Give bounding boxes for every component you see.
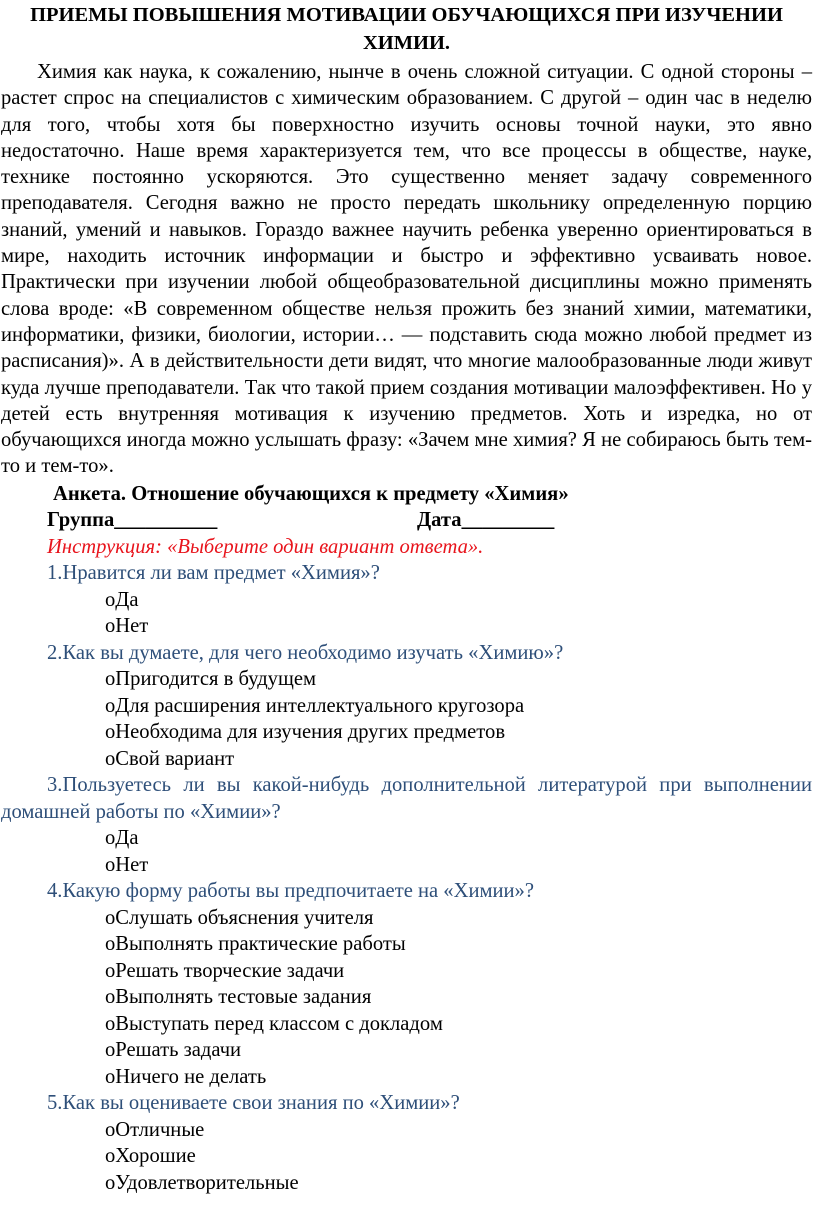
group-date-line <box>47 507 812 534</box>
question-4: 4.Какую форму работы вы предпочитаете на «Химии»? <box>47 880 534 903</box>
survey-title: Анкета. Отношение обучающихся к предмету «Химия» <box>53 482 569 505</box>
option-item: оРешать задачи <box>105 1039 242 1062</box>
option-item: оНет <box>105 853 149 876</box>
question-5: 5.Как вы оцениваете свои знания по «Химии»? <box>47 1092 460 1115</box>
option-item: оОтличные <box>105 1118 205 1141</box>
option-item: оХорошие <box>105 1145 196 1168</box>
option-item: оПригодится в будущем <box>105 668 317 691</box>
document-title: ПРИЕМЫ ПОВЫШЕНИЯ МОТИВАЦИИ ОБУЧАЮЩИХСЯ ПРИ ИЗУЧЕНИИ ХИМИИ. <box>30 4 783 54</box>
option-item: оДа <box>105 827 139 850</box>
option-item: оДа <box>105 588 139 611</box>
question-3: 3.Пользуетесь ли вы какой-нибудь дополнительной литературой при выполнении домашней работы по «Химии»? <box>1 774 812 823</box>
question-1: 1.Нравится ли вам предмет «Химия»? <box>47 562 380 585</box>
option-item: оВыступать перед классом с докладом <box>105 1012 443 1035</box>
group-field: Группа__________ <box>47 509 218 532</box>
survey-instruction: Инструкция: «Выберите один вариант ответа». <box>47 535 484 558</box>
option-item: оВыполнять тестовые задания <box>105 986 372 1009</box>
option-item: оВыполнять практические работы <box>105 933 406 956</box>
option-item: оУдовлетворительные <box>105 1171 299 1194</box>
option-item: оНеобходима для изучения других предметов <box>105 721 506 744</box>
option-item: оСвой вариант <box>105 747 235 770</box>
option-item: оРешать творческие задачи <box>105 959 345 982</box>
option-item: оДля расширения интеллектуального кругозора <box>105 694 525 717</box>
document-page <box>0 1 816 1229</box>
option-item: оСлушать объяснения учителя <box>105 906 374 929</box>
question-2: 2.Как вы думаете, для чего необходимо изучать «Химию»? <box>47 641 564 664</box>
intro-paragraph: Химия как наука, к сожалению, нынче в очень сложной ситуации. С одной стороны – растет спрос на специалистов с химическим образованием. С другой – один час в неделю для того, чтобы хотя бы поверхностно изучить основы точной науки, это явно недостаточно. Наше время характеризуется тем, что все процессы в обществе, науке, технике постоянно ускоряются. Это существенно меняет задачу современного преподавателя. Сегодня важно не просто передать школьнику определенную порцию знаний, умений и навыков. Гораздо важнее научить ребенка уверенно ориентироваться в мире, находить источник информации и быстро и эффективно усваивать новое. Практически при изучении любой общеобразовательной дисциплины можно применять слова вроде: «В современном обществе нельзя прожить без знаний химии, математики, информатики, физики, биологии, истории… — подставить сюда можно любой предмет из расписания)». А в действительности дети видят, что многие малообразованные люди живут куда лучше преподаватели. Так что такой прием создания мотивации малоэффективен. Но у детей есть внутренняя мотивация к изучению предметов. Хоть и изредка, но от обучающихся иногда можно услышать фразу: «Зачем мне химия? Я не собираюсь быть тем-то и тем-то». <box>1 61 812 478</box>
date-field: Дата_________ <box>417 509 555 532</box>
option-item: оНичего не делать <box>105 1065 267 1088</box>
option-item: оНет <box>105 615 149 638</box>
